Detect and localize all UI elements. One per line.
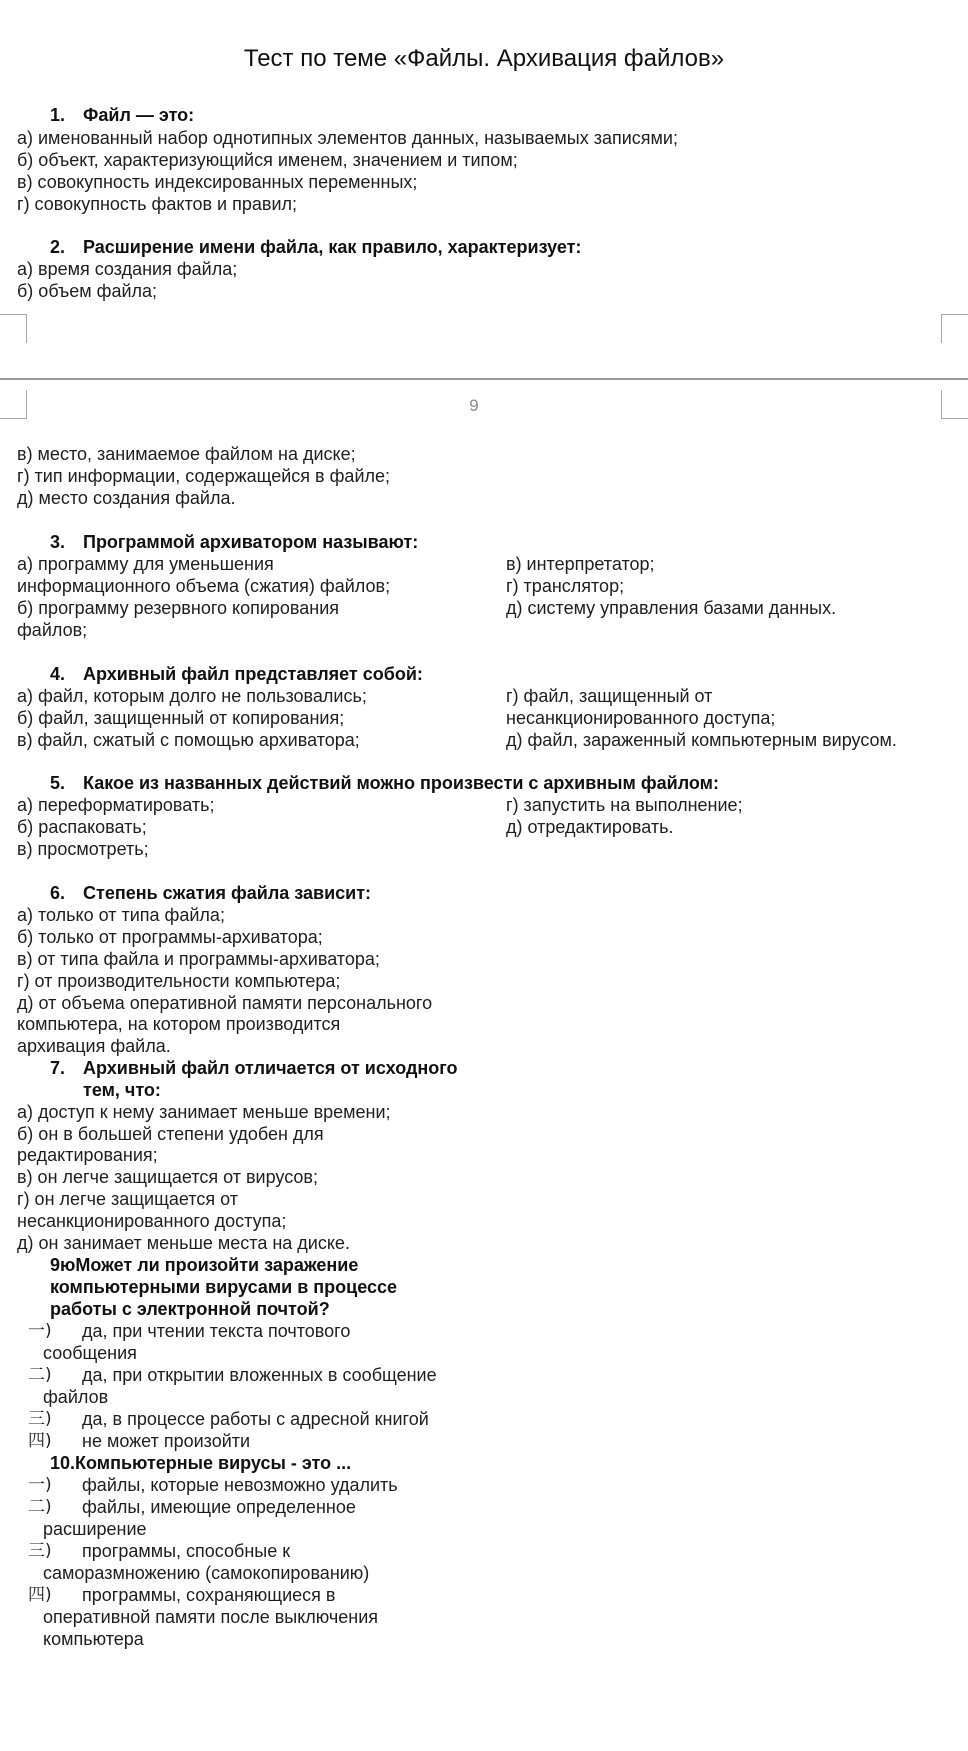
question-7-text-line-2: тем, что: — [83, 1080, 161, 1100]
question-5-option-a: а) переформатировать; — [17, 795, 215, 815]
question-9-text-line-2: компьютерными вирусами в процессе — [50, 1277, 398, 1297]
question-2-option-e: д) место создания файла. — [17, 488, 236, 508]
question-9-option-3-marker: 三) — [28, 1409, 52, 1429]
question-4-option-c: в) файл, сжатый с помощью архиватора; — [17, 730, 360, 750]
page-corner-marker-top-left — [0, 314, 27, 343]
question-9-option-4-marker: 四) — [28, 1431, 52, 1451]
question-10-option-3-line-1: программы, способные к — [82, 1541, 291, 1561]
question-6-option-e-line-3: архивация файла. — [17, 1036, 171, 1056]
question-9-option-2-marker: 二) — [28, 1365, 52, 1385]
question-6-option-a: а) только от типа файла; — [17, 905, 225, 925]
question-10-option-1: файлы, которые невозможно удалить — [82, 1475, 398, 1495]
question-10-option-4-line-1: программы, сохраняющиеся в — [82, 1585, 336, 1605]
question-1-option-c: в) совокупность индексированных переменных; — [17, 172, 418, 192]
question-10-option-2-line-2: расширение — [43, 1519, 147, 1539]
question-3-option-a-line-2: информационного объема (сжатия) файлов; — [17, 576, 391, 596]
question-4-option-d-line-2: несанкционированного доступа; — [506, 708, 776, 728]
question-5-option-c: в) просмотреть; — [17, 839, 149, 859]
question-10-option-3-line-2: саморазмножению (самокопированию) — [43, 1563, 370, 1583]
question-6-heading — [50, 882, 371, 904]
question-6-option-b: б) только от программы-архиватора; — [17, 927, 323, 947]
question-7-text-line-1: Архивный файл отличается от исходного — [83, 1058, 458, 1078]
page-number: 9 — [469, 396, 479, 415]
question-9-option-3: да, в процессе работы с адресной книгой — [82, 1409, 429, 1429]
question-7-option-b-line-2: редактирования; — [17, 1145, 158, 1165]
question-3-option-b-line-2: файлов; — [17, 620, 88, 640]
question-7-heading — [50, 1057, 458, 1079]
question-9-option-1-marker: 一) — [28, 1321, 52, 1341]
question-10-option-1-marker: 一) — [28, 1475, 52, 1495]
question-1-text: Файл — это: — [83, 105, 195, 125]
question-2-option-a: а) время создания файла; — [17, 259, 238, 279]
question-7-option-a: а) доступ к нему занимает меньше времени; — [17, 1102, 391, 1122]
question-5-heading — [50, 772, 719, 794]
question-10-option-3-marker: 三) — [28, 1541, 52, 1561]
question-4-text: Архивный файл представляет собой: — [83, 664, 423, 684]
page-corner-marker-top-right — [941, 314, 968, 343]
question-10-option-2-line-1: файлы, имеющие определенное — [82, 1497, 356, 1517]
question-2-number: 2. — [50, 237, 66, 257]
question-3-option-c: в) интерпретатор; — [506, 554, 655, 574]
question-10-text: 10.Компьютерные вирусы - это ... — [50, 1453, 352, 1473]
question-5-option-d: г) запустить на выполнение; — [506, 795, 743, 815]
question-9-text-line-1: 9юМожет ли произойти заражение — [50, 1255, 359, 1275]
question-6-option-d: г) от производительности компьютера; — [17, 971, 341, 991]
question-5-option-e: д) отредактировать. — [506, 817, 674, 837]
question-3-number: 3. — [50, 532, 66, 552]
question-9-option-4: не может произойти — [82, 1431, 251, 1451]
question-3-option-d: г) транслятор; — [506, 576, 625, 596]
question-2-option-c: в) место, занимаемое файлом на диске; — [17, 444, 356, 464]
question-9-option-1-line-2: сообщения — [43, 1343, 137, 1363]
question-5-text: Какое из названных действий можно произвести с архивным файлом: — [83, 773, 719, 793]
question-3-text: Программой архиватором называют: — [83, 532, 419, 552]
question-5-number: 5. — [50, 773, 66, 793]
question-1-option-a: а) именованный набор однотипных элементов данных, называемых записями; — [17, 128, 678, 148]
question-10-option-2-marker: 二) — [28, 1497, 52, 1517]
question-7-option-e: д) он занимает меньше места на диске. — [17, 1233, 350, 1253]
question-1-option-d: г) совокупность фактов и правил; — [17, 194, 298, 214]
question-4-option-d-line-1: г) файл, защищенный от — [506, 686, 713, 706]
question-2-option-b: б) объем файла; — [17, 281, 158, 301]
question-10-option-4-line-2: оперативной памяти после выключения — [43, 1607, 379, 1627]
question-6-option-e-line-1: д) от объема оперативной памяти персонального — [17, 993, 433, 1013]
question-5-option-b: б) распаковать; — [17, 817, 147, 837]
question-1-option-b: б) объект, характеризующийся именем, значением и типом; — [17, 150, 518, 170]
question-3-option-b-line-1: б) программу резервного копирования — [17, 598, 340, 618]
question-10-option-4-marker: 四) — [28, 1585, 52, 1605]
question-1-number: 1. — [50, 105, 66, 125]
question-4-option-a: а) файл, которым долго не пользовались; — [17, 686, 367, 706]
question-4-heading — [50, 663, 423, 685]
question-4-number: 4. — [50, 664, 66, 684]
question-10-option-4-line-3: компьютера — [43, 1629, 144, 1649]
question-9-option-1-line-1: да, при чтении текста почтового — [82, 1321, 351, 1341]
question-7-option-d-line-2: несанкционированного доступа; — [17, 1211, 287, 1231]
question-6-option-c: в) от типа файла и программы-архиватора; — [17, 949, 380, 969]
question-4-option-b: б) файл, защищенный от копирования; — [17, 708, 345, 728]
question-7-option-b-line-1: б) он в большей степени удобен для — [17, 1124, 324, 1144]
question-3-option-a-line-1: а) программу для уменьшения — [17, 554, 274, 574]
page-break-divider — [0, 378, 968, 386]
question-7-number: 7. — [50, 1058, 66, 1078]
question-2-option-d: г) тип информации, содержащейся в файле; — [17, 466, 391, 486]
question-7-option-d-line-1: г) он легче защищается от — [17, 1189, 238, 1209]
document-title: Тест по теме «Файлы. Архивация файлов» — [243, 45, 725, 72]
question-2-heading — [50, 236, 581, 258]
question-2-text: Расширение имени файла, как правило, характеризует: — [83, 237, 582, 257]
question-6-text: Степень сжатия файла зависит: — [83, 883, 372, 903]
question-3-option-e: д) систему управления базами данных. — [506, 598, 837, 618]
question-6-number: 6. — [50, 883, 66, 903]
question-9-option-2-line-2: файлов — [43, 1387, 109, 1407]
question-3-heading — [50, 531, 418, 553]
question-6-option-e-line-2: компьютера, на котором производится — [17, 1014, 341, 1034]
question-9-option-2-line-1: да, при открытии вложенных в сообщение — [82, 1365, 437, 1385]
question-7-option-c: в) он легче защищается от вирусов; — [17, 1167, 318, 1187]
question-4-option-e: д) файл, зараженный компьютерным вирусом. — [506, 730, 897, 750]
question-9-text-line-3: работы с электронной почтой? — [50, 1299, 330, 1319]
question-1-heading — [50, 104, 194, 126]
